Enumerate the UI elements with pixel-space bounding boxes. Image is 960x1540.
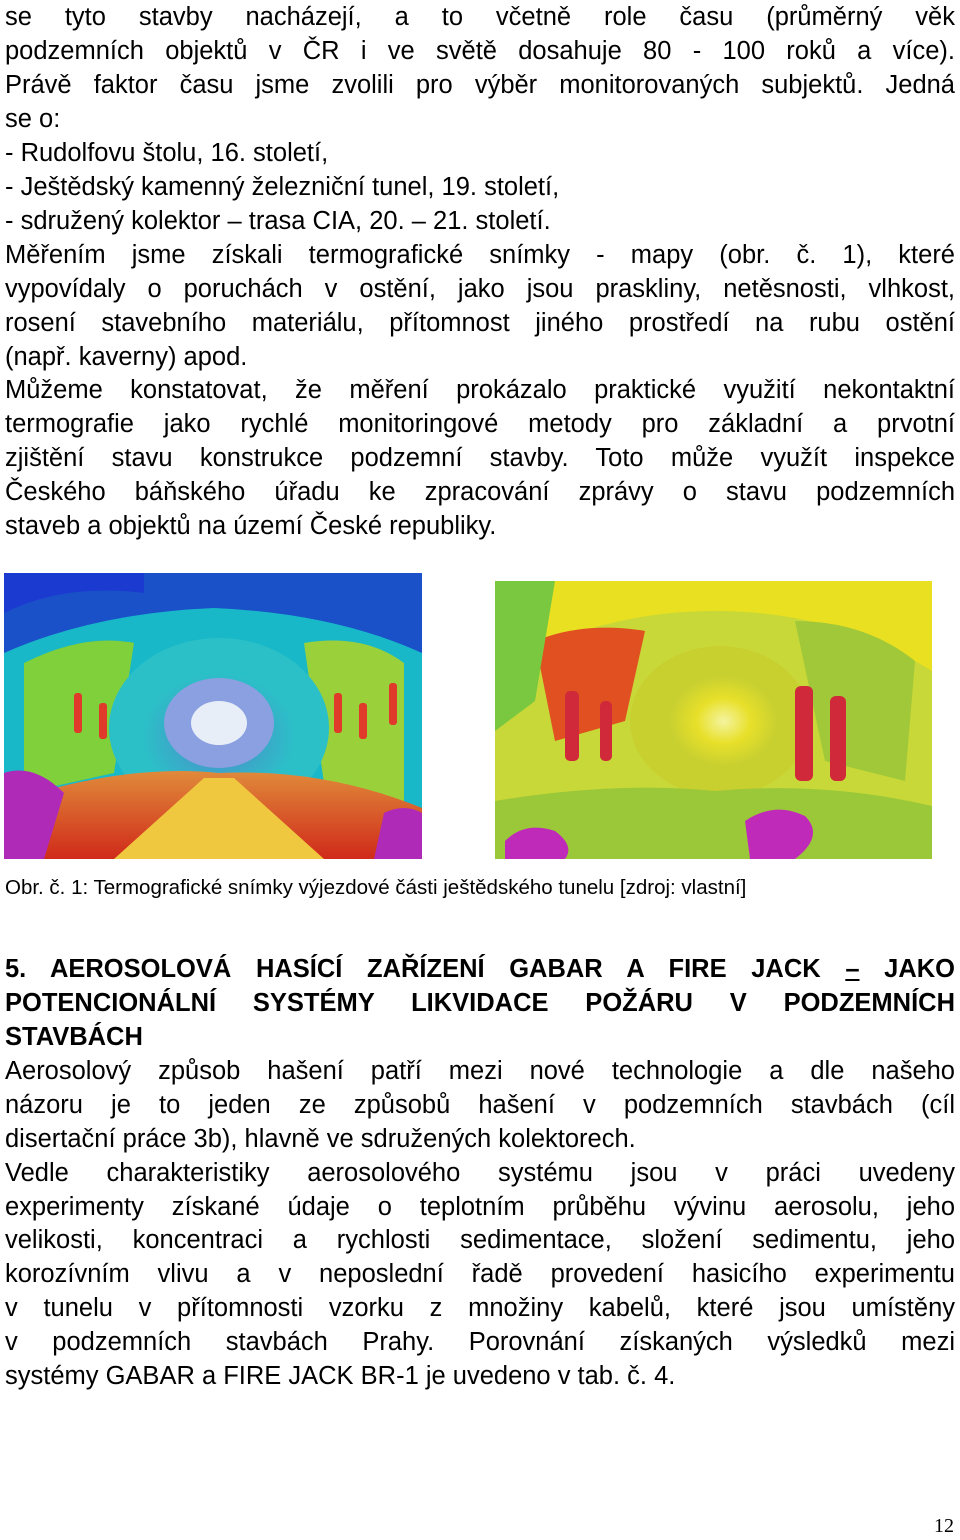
text-line: termografie jako rychlé monitoringové metody pro základní a prvotní xyxy=(5,410,955,438)
text-line: Aerosolový způsob hašení patří mezi nové technologie a dle našeho xyxy=(5,1057,955,1085)
text-line: korozívním vlivu a v neposlední řadě provedení hasicího experimentu xyxy=(5,1260,955,1288)
text-line: vypovídaly o poruchách v ostění, jako jsou praskliny, netěsnosti, vlhkost, xyxy=(5,275,955,303)
list-item: - sdružený kolektor – trasa CIA, 20. – 21. století. xyxy=(5,207,551,235)
section-heading-line: POTENCIONÁLNÍ SYSTÉMY LIKVIDACE POŽÁRU V PODZEMNÍCH xyxy=(5,989,955,1017)
text-line: disertační práce 3b), hlavně ve sdružených kolektorech. xyxy=(5,1125,636,1153)
heading-dash: – xyxy=(845,955,860,983)
text-line: podzemních objektů v ČR i ve světě dosahuje 80 - 100 roků a více). xyxy=(5,37,955,65)
text-line: systémy GABAR a FIRE JACK BR-1 je uvedeno v tab. č. 4. xyxy=(5,1362,676,1390)
text-line: zjištění stavu konstrukce podzemní stavby. Toto může využít inspekce xyxy=(5,444,955,472)
section-heading-line: STAVBÁCH xyxy=(5,1023,143,1051)
section-heading-line xyxy=(5,952,955,986)
thermogram-image-right xyxy=(495,581,932,859)
text-line: se o: xyxy=(5,105,61,133)
heading-text: JAKO xyxy=(859,955,955,983)
text-line: (např. kaverny) apod. xyxy=(5,343,248,371)
text-line: Právě faktor času jsme zvolili pro výběr monitorovaných subjektů. Jedná xyxy=(5,71,955,99)
page-number: 12 xyxy=(934,1515,954,1537)
text-line: názoru je to jeden ze způsobů hašení v podzemních stavbách (cíl xyxy=(5,1091,955,1119)
text-line: v podzemních stavbách Prahy. Porovnání získaných výsledků mezi xyxy=(5,1328,955,1356)
text-line: rosení stavebního materiálu, přítomnost jiného prostředí na rubu ostění xyxy=(5,309,955,337)
text-line: v tunelu v přítomnosti vzorku z množiny kabelů, které jsou umístěny xyxy=(5,1294,955,1322)
list-item: - Ještědský kamenný železniční tunel, 19. století, xyxy=(5,173,560,201)
heading-text: 5. AEROSOLOVÁ HASÍCÍ ZAŘÍZENÍ GABAR A FIRE JACK xyxy=(5,955,846,983)
thermogram-image-left xyxy=(4,573,422,859)
text-line: Vedle charakteristiky aerosolového systému jsou v práci uvedeny xyxy=(5,1159,955,1187)
text-line: Měřením jsme získali termografické snímky - mapy (obr. č. 1), které xyxy=(5,241,955,269)
text-line: velikosti, koncentraci a rychlosti sedimentace, složení sedimentu, jeho xyxy=(5,1226,955,1254)
text-line: se tyto stavby nacházejí, a to včetně role času (průměrný věk xyxy=(5,3,955,31)
list-item: - Rudolfovu štolu, 16. století, xyxy=(5,139,329,167)
text-line: Můžeme konstatovat, že měření prokázalo praktické využití nekontaktní xyxy=(5,376,955,404)
text-line: experimenty získané údaje o teplotním průběhu vývinu aerosolu, jeho xyxy=(5,1193,955,1221)
text-line: staveb a objektů na území České republiky. xyxy=(5,512,497,540)
figure-caption: Obr. č. 1: Termografické snímky výjezdové části ještědského tunelu [zdroj: vlastní] xyxy=(5,876,747,899)
text-line: Českého báňského úřadu ke zpracování zprávy o stavu podzemních xyxy=(5,478,955,506)
